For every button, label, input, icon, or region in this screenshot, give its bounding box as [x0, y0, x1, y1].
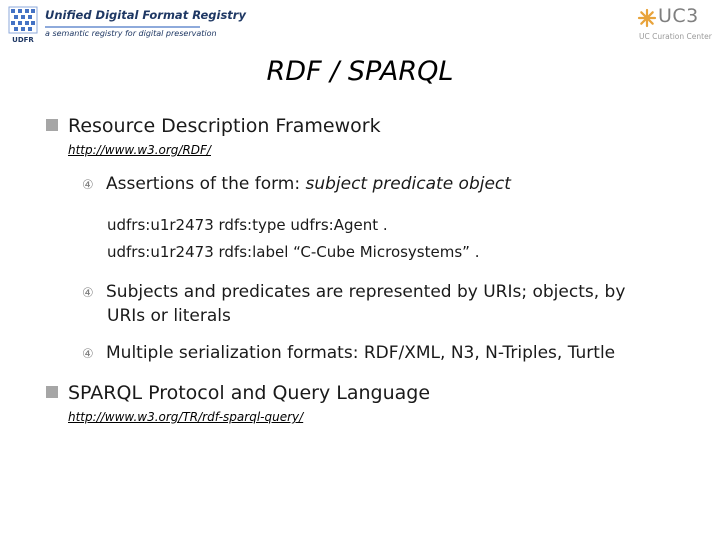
- uc3-caption: UC Curation Center: [639, 32, 712, 41]
- bullet-sparql: [46, 382, 430, 404]
- numbered-bullet-icon: ④: [82, 286, 94, 301]
- serialization-text: Multiple serialization formats: RDF/XML, N3, N-Triples, Turtle: [106, 343, 616, 363]
- uc3-star-icon: [637, 8, 657, 28]
- numbered-bullet-icon: ④: [82, 347, 94, 362]
- udfr-grid-icon: [8, 6, 38, 44]
- numbered-bullet-icon: ④: [82, 178, 94, 193]
- rdf-link[interactable]: http://www.w3.org/RDF/: [68, 143, 211, 157]
- rdf-example-line: udfrs:u1r2473 rdfs:type udfrs:Agent .: [107, 216, 388, 234]
- uris-line-1: Subjects and predicates are represented by URIs; objects, by: [106, 282, 626, 302]
- rdf-example-line: udfrs:u1r2473 rdfs:label “C-Cube Microsystems” .: [107, 243, 480, 261]
- rdf-point-serialization: [82, 342, 615, 366]
- udfr-logo-text: UDFR: [12, 36, 34, 44]
- uris-line-2: URIs or literals: [107, 306, 231, 326]
- sparql-link[interactable]: http://www.w3.org/TR/rdf-sparql-query/: [68, 410, 304, 424]
- bullet-rdf: [46, 115, 381, 137]
- uc3-logo: [637, 5, 712, 44]
- registry-subtitle: a semantic registry for digital preservation: [45, 29, 217, 38]
- assertions-lead: Assertions of the form:: [106, 174, 306, 194]
- uc3-wordmark: UC3: [658, 5, 699, 27]
- slide-title: RDF / SPARQL: [266, 56, 454, 87]
- square-bullet-icon: [46, 386, 58, 398]
- rdf-heading: Resource Description Framework: [68, 115, 381, 137]
- sparql-heading: SPARQL Protocol and Query Language: [68, 382, 431, 404]
- header-divider: [45, 26, 200, 28]
- registry-title: Unified Digital Format Registry: [45, 8, 246, 22]
- udfr-logo: [8, 6, 38, 44]
- square-bullet-icon: [46, 119, 58, 131]
- rdf-point-uris: [82, 281, 625, 305]
- assertions-emphasis: subject predicate object: [305, 174, 511, 194]
- rdf-point-assertions: [82, 173, 511, 197]
